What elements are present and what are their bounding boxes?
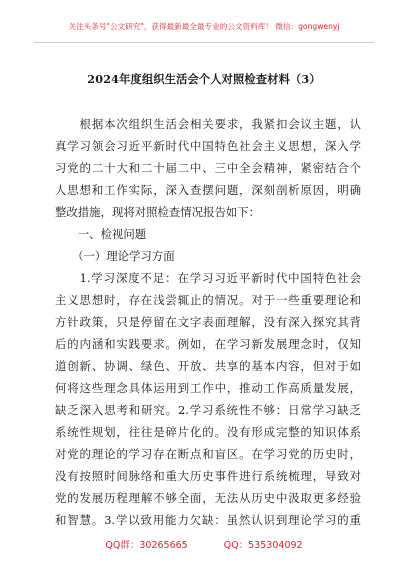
body-line: 何将这些理念具体运用到工作中，推动工作高质量发展，: [55, 381, 361, 395]
body-line: 道创新、协调、绿色、开放、共享的基本内容，但对于如: [55, 359, 361, 373]
document-body: [55, 113, 361, 531]
qq-group-number: QQ群：30265665: [105, 540, 188, 551]
subsection-heading: （一）理论学习方面: [55, 249, 175, 263]
body-line: 方针政策，只是停留在文字表面理解，没有深入探究其背: [55, 315, 361, 329]
body-line: 系统性规划，往往是碎片化的。没有形成完整的知识体系: [55, 425, 361, 439]
body-line: 对党的理论的学习存在断点和盲区。在学习党的历史时，: [55, 447, 361, 461]
body-line: 1.学习深度不足：在学习习近平新时代中国特色社会: [55, 271, 361, 285]
body-line: 整改措施，现将对照检查情况报告如下：: [55, 205, 261, 219]
body-line: 后的内涵和实践要求。例如，在学习新发展理念时，仅知: [55, 337, 361, 351]
body-line: 和智慧。3.学以致用能力欠缺：虽然认识到理论学习的重: [55, 513, 361, 527]
body-line: 根据本次组织生活会相关要求，我紧扣会议主题，认: [55, 117, 361, 131]
header-banner: 关注头条号"公文研究"，获得最新最全最专业的公文资料库！ 微信：gongwenyj: [68, 22, 340, 31]
body-line: 没有按照时间脉络和重大历史事件进行系统梳理，导致对: [55, 469, 361, 483]
body-line: 缺乏深入思考和研究。2.学习系统性不够：日常学习缺乏: [55, 403, 361, 417]
body-line: 主义思想时，存在浅尝辄止的情况。对于一些重要理论和: [55, 293, 361, 307]
document-title: 2024年度组织生活会个人对照检查材料（3）: [87, 72, 321, 86]
header-divider: [34, 42, 374, 43]
body-line: 真学习领会习近平新时代中国特色社会主义思想，深入学: [55, 139, 361, 153]
body-line: 习党的二十大和二十届二中、三中全会精神，紧密结合个: [55, 161, 361, 175]
section-heading: 一、检视问题: [55, 227, 147, 241]
body-line: 党的发展历程理解不够全面，无法从历史中汲取更多经验: [55, 491, 361, 505]
footer-contact: [0, 537, 408, 551]
body-line: 人思想和工作实际，深入查摆问题，深刻剖析原因，明确: [55, 183, 361, 197]
qq-number: QQ：535304092: [223, 540, 303, 551]
